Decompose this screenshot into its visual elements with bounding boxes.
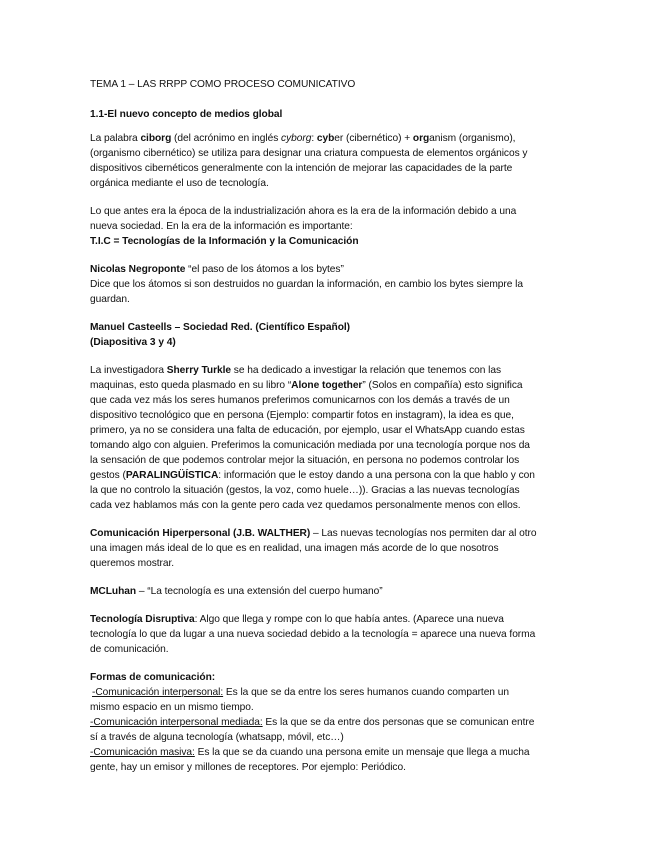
paragraph-line: cada vez hablamos más con la gente pero cada vez quedamos personalmente menos con ellos. (90, 500, 521, 511)
paragraph-line: maquinas, esto queda plasmado en su libro “Alone together” (Solos en compañía) esto significa (90, 380, 523, 391)
paragraph-line: mismo espacio en un mismo tiempo. (90, 702, 254, 713)
paragraph-line: nueva sociedad. En la era de la información es importante: (90, 221, 353, 232)
paragraph-line: Dice que los átomos si son destruidos no guardan la información, en cambio los bytes siempre la (90, 279, 523, 290)
paragraph-line: gente, hay un emisor y millones de receptores. Por ejemplo: Periódico. (90, 762, 406, 773)
paragraph-line: (organismo cibernético) se utiliza para designar una criatura compuesta de elementos orgánicos y (90, 148, 528, 159)
paragraph-line: una imagen más ideal de lo que es en realidad, una imagen más acorde de lo que nosotros (90, 543, 499, 554)
list-item: -Comunicación interpersonal: Es la que se da entre los seres humanos cuando comparten un (92, 687, 509, 698)
tic-definition: T.I.C = Tecnologías de la Información y la Comunicación (90, 236, 359, 247)
paragraph-line: la que no controlo la situación (gestos, la voz, como huele…)). Gracias a las nuevas tecnologías (90, 485, 520, 496)
paragraph-line: orgánica mediante el uso de tecnología. (90, 178, 269, 189)
paragraph-line: primero, ya no se considera una falta de educación, por ejemplo, usar el WhatsApp cuando estas (90, 425, 525, 436)
document-title: TEMA 1 – LAS RRPP COMO PROCESO COMUNICATIVO (90, 79, 356, 90)
paragraph-line: guardan. (90, 294, 130, 305)
paragraph-line: Lo que antes era la época de la industrialización ahora es la era de la información debido a una (90, 206, 517, 217)
formas-heading: Formas de comunicación: (90, 672, 216, 683)
paragraph-line: tecnología lo que da lugar a una nueva sociedad debido a la tecnología = aparece una nueva forma (90, 629, 536, 640)
castells-heading: Manuel Casteells – Sociedad Red. (Científico Español) (90, 322, 351, 333)
list-item: -Comunicación interpersonal mediada: Es la que se da entre dos personas que se comunican entre (90, 717, 535, 728)
list-item: -Comunicación masiva: Es la que se da cuando una persona emite un mensaje que llega a mucha (90, 747, 530, 758)
paragraph-line: sí a través de alguna tecnología (whatsapp, móvil, etc…) (90, 732, 344, 743)
paragraph-line: Tecnología Disruptiva: Algo que llega y rompe con lo que había antes. (Aparece una nueva (90, 614, 504, 625)
paragraph-line: que cada vez más los seres humanos preferimos comunicarnos con los demás a través de un (90, 395, 510, 406)
paragraph-line: la sensación de que podemos controlar mejor la situación, en persona no podemos controlar los (90, 455, 520, 466)
paragraph-line: La investigadora Sherry Turkle se ha dedicado a investigar la relación que tenemos con las (90, 365, 502, 376)
mcluhan-quote: MCLuhan – “La tecnología es una extensión del cuerpo humano” (90, 586, 383, 597)
paragraph-line: gestos (PARALINGÜÍSTICA: información que le estoy dando a una persona con la que hablo y con (90, 470, 535, 481)
negroponte-quote: Nicolas Negroponte “el paso de los átomos a los bytes” (90, 264, 344, 275)
paragraph-line: Comunicación Hiperpersonal (J.B. WALTHER) – Las nuevas tecnologías nos permiten dar al otro (90, 528, 537, 539)
paragraph-line: tomando algo con alguien. Preferimos la comunicación mediada por una tecnología porque nos da (90, 440, 530, 451)
section-heading: 1.1-El nuevo concepto de medios global (90, 109, 283, 120)
paragraph-line: dispositivo tecnológico que en persona (Ejemplo: compartir fotos en instagram), la idea es que, (90, 410, 514, 421)
paragraph-line: de comunicación. (90, 644, 169, 655)
castells-note: (Diapositiva 3 y 4) (90, 337, 176, 348)
paragraph-line: La palabra ciborg (del acrónimo en inglés cyborg: cyber (cibernético) + organism (organismo), (90, 133, 516, 144)
paragraph-line: dispositivos cibernéticos generalmente con la intención de mejorar las capacidades de la parte (90, 163, 513, 174)
paragraph-line: queremos mostrar. (90, 558, 175, 569)
